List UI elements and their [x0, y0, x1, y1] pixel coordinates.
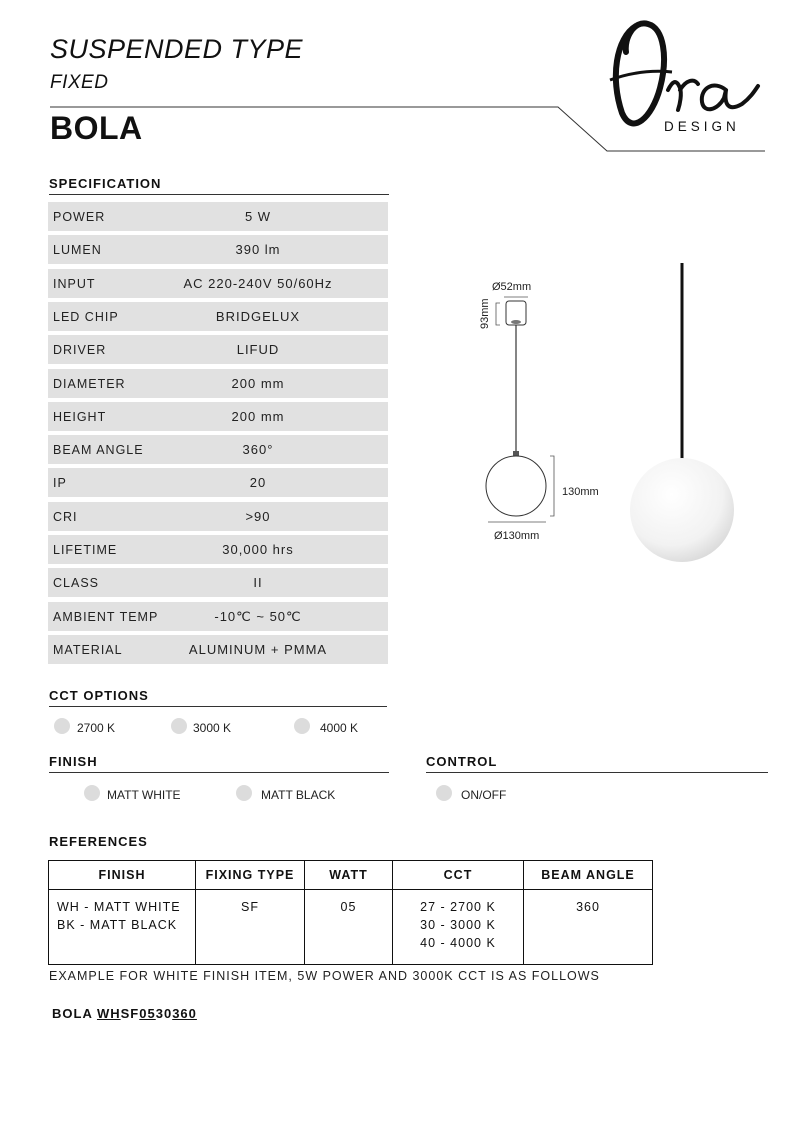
spec-label: LIFETIME — [53, 543, 118, 557]
canopy-diameter-label: Ø52mm — [492, 281, 532, 293]
references-table — [48, 860, 653, 965]
finish-rule — [49, 772, 389, 773]
references-data-row — [49, 890, 653, 965]
code-finish: WH — [96, 1006, 121, 1021]
cell-fixing-type: SF — [196, 890, 305, 965]
header-finish: FINISH — [49, 861, 196, 890]
brand-design-word: DESIGN — [664, 119, 740, 134]
finish-matt-black-radio[interactable] — [236, 785, 252, 801]
spec-row — [48, 269, 388, 298]
category-title: SUSPENDED TYPE — [50, 34, 304, 64]
cell-finish — [49, 890, 196, 965]
spec-value: 30,000 hrs — [222, 542, 294, 557]
globe-height-line — [550, 456, 554, 516]
control-on-off-label: ON/OFF — [461, 788, 507, 802]
spec-value: ALUMINUM + PMMA — [188, 641, 328, 657]
spec-row — [48, 369, 388, 398]
spec-label: LED CHIP — [53, 309, 119, 324]
spec-value: 20 — [249, 475, 267, 491]
header-watt: WATT — [305, 861, 393, 890]
spec-label: BEAM ANGLE — [53, 443, 144, 458]
spec-value: 200 mm — [231, 408, 285, 424]
finish-code-white: WH - MATT WHITE — [57, 900, 181, 914]
spec-row — [48, 602, 388, 631]
cct-3000k-radio[interactable] — [171, 718, 187, 734]
specification-heading: SPECIFICATION — [49, 176, 162, 191]
spec-value: AC 220-240V 50/60Hz — [183, 275, 333, 291]
code-fixing: SF — [120, 1006, 140, 1021]
spec-label: DIAMETER — [53, 376, 126, 391]
cct-3000k-label: 3000 K — [193, 721, 232, 735]
spec-value: 360° — [242, 442, 274, 458]
references-heading: REFERENCES — [49, 834, 148, 849]
spec-value: BRIDGELUX — [215, 308, 301, 324]
example-product-code — [52, 1006, 197, 1021]
spec-label: CRI — [53, 509, 78, 524]
globe-diameter-label: Ø130mm — [494, 530, 540, 542]
spec-label: HEIGHT — [53, 409, 107, 424]
cell-watt: 05 — [305, 890, 393, 965]
globe-height-label: 130mm — [562, 486, 599, 498]
example-note: EXAMPLE FOR WHITE FINISH ITEM, 5W POWER AND 3000K CCT IS AS FOLLOWS — [49, 969, 600, 983]
spec-row — [48, 435, 388, 464]
spec-row — [48, 335, 388, 364]
canopy-height-line — [496, 303, 500, 325]
control-rule — [426, 772, 768, 773]
finish-heading: FINISH — [49, 754, 98, 769]
spec-label: IP — [53, 476, 67, 491]
socket-drawing — [513, 451, 519, 456]
cct-code-4000: 40 - 4000 K — [420, 936, 496, 950]
cct-4000k-radio[interactable] — [294, 718, 310, 734]
cell-beam-angle: 360 — [524, 890, 653, 965]
control-on-off-radio[interactable] — [436, 785, 452, 801]
spec-label: LUMEN — [53, 243, 102, 258]
spec-row — [48, 635, 388, 664]
header-fixing-type: FIXING TYPE — [196, 861, 305, 890]
subcategory-title: FIXED — [50, 72, 109, 93]
product-dimension-diagram — [470, 255, 770, 575]
spec-value: -10℃ ~ 50℃ — [214, 608, 302, 624]
code-prefix: BOLA — [52, 1006, 97, 1021]
cct-code-2700: 27 - 2700 K — [420, 900, 496, 914]
spec-label: CLASS — [53, 576, 99, 591]
references-header-row — [49, 861, 653, 890]
globe-outline — [486, 456, 546, 516]
canopy-height-label: 93mm — [479, 298, 491, 329]
code-watt: 05 — [139, 1006, 156, 1021]
code-cct: 30 — [155, 1006, 173, 1021]
spec-value: II — [253, 575, 263, 591]
spec-label: DRIVER — [53, 343, 107, 358]
product-globe-image — [630, 458, 734, 562]
control-heading: CONTROL — [426, 754, 498, 769]
cell-cct — [393, 890, 524, 965]
spec-label: AMBIENT TEMP — [53, 609, 159, 624]
spec-label: INPUT — [53, 276, 96, 291]
spec-label: MATERIAL — [53, 642, 123, 657]
spec-row — [48, 302, 388, 331]
spec-value: 5 W — [244, 209, 272, 224]
header-beam-angle: BEAM ANGLE — [524, 861, 653, 890]
product-name: BOLA — [50, 110, 143, 146]
finish-matt-white-label: MATT WHITE — [107, 788, 181, 802]
finish-matt-black-label: MATT BLACK — [261, 788, 336, 802]
spec-value: >90 — [245, 508, 271, 524]
code-beam: 360 — [172, 1006, 197, 1021]
spec-row — [48, 568, 388, 597]
finish-matt-white-radio[interactable] — [84, 785, 100, 801]
spec-row — [48, 535, 388, 564]
spec-row — [48, 468, 388, 497]
spec-label: POWER — [53, 210, 106, 224]
cct-code-3000: 30 - 3000 K — [420, 918, 496, 932]
spec-row — [48, 402, 388, 431]
spec-value: 390 lm — [235, 242, 281, 258]
cct-options-rule — [49, 706, 387, 707]
cct-4000k-label: 4000 K — [320, 721, 359, 735]
spec-row — [48, 235, 388, 264]
spec-value: 200 mm — [231, 375, 285, 391]
header-cct: CCT — [393, 861, 524, 890]
finish-code-black: BK - MATT BLACK — [57, 918, 178, 932]
brand-logo — [602, 18, 772, 138]
spec-row — [48, 502, 388, 531]
cct-2700k-radio[interactable] — [54, 718, 70, 734]
canopy-base — [511, 320, 521, 324]
specification-rule — [49, 194, 389, 195]
spec-row — [48, 202, 388, 231]
spec-value: LIFUD — [236, 342, 280, 358]
cct-options-heading: CCT OPTIONS — [49, 688, 149, 703]
cct-2700k-label: 2700 K — [77, 721, 116, 735]
